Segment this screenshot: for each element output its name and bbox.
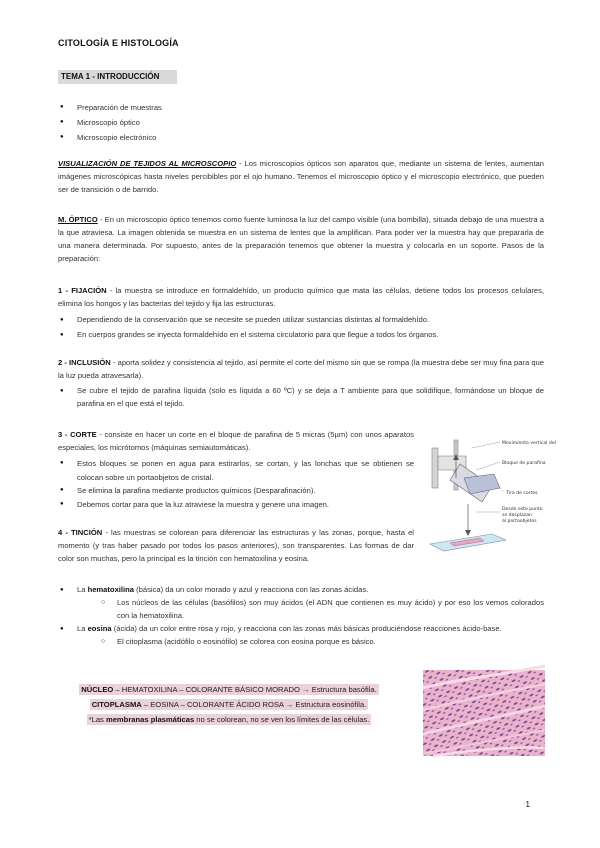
- paragraph-inclusion: 2 - INCLUSIÓN - aporta solidez y consistencia al tejido, así permite el corte del mismo sin que se rompa (la muestra debe ser muy fina para que la luz pueda atravesarla).: [58, 358, 544, 380]
- heading-m-optico: M. ÓPTICO: [58, 215, 98, 224]
- summary-line-membranas: *Las membranas plasmáticas no se colorean, no se ven los límites de las células.: [88, 715, 370, 724]
- term-hematoxilina: hematoxilina: [87, 585, 134, 594]
- microtome-diagram: [420, 434, 556, 556]
- list-item: ● Debemos cortar para que la luz atraviese la muestra y genere una imagen.: [58, 498, 414, 512]
- tincion-bullets: [58, 584, 544, 649]
- diagram-label: se desplazan: [502, 513, 532, 518]
- term-eosina: eosina: [87, 623, 112, 633]
- list-item: ● Preparación de muestras: [58, 100, 358, 115]
- paragraph-tincion: 4 - TINCIÓN - las muestras se colorean para diferenciar las estructuras y las zonas, porque, hasta el momento (y tras haber pasado por todos los pasos anteriores), son transparentes. Las formas de dar color son muchas, pero la principal es la tinción con hematoxilina y eosina.: [58, 528, 414, 563]
- paragraph-fijacion: 1 - FIJACIÓN - la muestra se introduce en formaldehído, un producto químico que mata las células, detiene todos los procesos celulares, elimina los hongos y las bacterias del tejido y fija las estructuras.: [58, 286, 544, 308]
- heading-corte: 3 - CORTE: [58, 430, 97, 439]
- list-item-eosina: ● La eosina (ácida) da un color entre rosa y rojo, y reacciona con las zonas más básicas produciéndose reacciones ácido-base. ○ El citoplasma (acidófilo o eosinófilo) se colorea con eosina porque es básico.: [58, 623, 544, 649]
- list-item: ● Microscopio electrónico: [58, 130, 358, 145]
- diagram-label: Desde este punto: [502, 507, 543, 512]
- list-item: ○ El citoplasma (acidófilo o eosinófilo) se colorea con eosina porque es básico.: [99, 636, 544, 649]
- document-title: CITOLOGÍA E HISTOLOGÍA: [58, 38, 179, 48]
- inclusion-bullets: [58, 385, 544, 411]
- heading-fijacion: 1 - FIJACIÓN: [58, 286, 107, 295]
- summary-line-citoplasma: CITOPLASMA – EOSINA – COLORANTE ÁCIDO ROSA → Estructura eosinófila.: [91, 700, 367, 709]
- corte-bullets: [58, 457, 414, 511]
- diagram-label: al portaobjetos: [502, 519, 537, 524]
- summary-line-nucleo: NÚCLEO – HEMATOXILINA – COLORANTE BÁSICO MORADO → Estructura basófila.: [81, 685, 377, 694]
- heading-inclusion: 2 - INCLUSIÓN: [58, 358, 111, 367]
- heading-visualizacion: VISUALIZACIÓN DE TEJIDOS AL MICROSCOPIO: [58, 159, 237, 168]
- list-item: ○ Los núcleos de las células (basófilos) son muy ácidos (el ADN que contienen es muy ácido) y por eso los vemos colorados con la hematoxilina.: [99, 597, 544, 623]
- diagram-label: Tira de cortes: [506, 491, 538, 496]
- list-item: ● En cuerpos grandes se inyecta formaldehído en el sistema circulatorio para que llegue a todos los órganos.: [58, 328, 544, 343]
- eosina-subitems: [77, 636, 544, 649]
- paragraph-m-optico: M. ÓPTICO - En un microscopio óptico tenemos como fuente luminosa la luz del campo visible (una bombilla), situada debajo de una muestra a la que atraviesa. La imagen obtenida se muestra en un sistema de lentes que la amplifican. Para poder ver la muestra hay que prepararla de una manera determinada. Por supuesto, antes de la preparación tenemos que obtener la muestra y colocarla en un soporte. Pasos de la preparación:: [58, 215, 545, 263]
- list-item: ● Se cubre el tejido de parafina líquida (solo es líquida a 60 ºC) y se deja a T ambiente para que solidifique, formándose un bloque de parafina en el que está el tejido.: [58, 385, 544, 411]
- section-heading-tema-1: TEMA 1 - INTRODUCCIÓN: [58, 70, 177, 84]
- intro-bullet-list: [58, 100, 358, 146]
- list-item: ● Se elimina la parafina mediante productos químicos (Desparafinación).: [58, 484, 414, 498]
- list-item: ● Microscopio óptico: [58, 115, 358, 130]
- hematoxilina-subitems: [77, 597, 544, 623]
- paragraph-visualizacion: VISUALIZACIÓN DE TEJIDOS AL MICROSCOPIO - Los microscopios ópticos son aparatos que, mediante un sistema de lentes, aumentan imágenes microscópicas hasta niveles percibibles por el ojo humano. Tenemos el microscopio óptico y el microscopio electrónico, que pueden ser de transición o de barrido.: [58, 159, 545, 194]
- list-item: ● Estos bloques se ponen en agua para estirarlos, se cortan, y las lonchas que se obtienen se colocan sobre un portaobjetos de cristal.: [58, 457, 414, 484]
- paragraph-corte: 3 - CORTE - consiste en hacer un corte en el bloque de parafina de 5 micras (5µm) con unos aparatos especiales, los micrótomos (máquinas semiautomáticas).: [58, 430, 414, 452]
- list-item: ● Dependiendo de la conservación que se necesite se pueden utilizar sustancias distintas al formaldehído.: [58, 313, 544, 328]
- staining-summary-box: [56, 682, 402, 727]
- diagram-label: Bloque de parafina: [502, 461, 546, 466]
- microtome-post: [432, 448, 438, 488]
- fijacion-bullets: [58, 313, 544, 342]
- heading-tincion: 4 - TINCIÓN: [58, 528, 103, 537]
- he-stained-tissue-micrograph: [423, 670, 545, 756]
- diagram-label: Movimiento vertical del: [502, 441, 556, 446]
- list-item-hematoxilina: ● La hematoxilina (básica) da un color morado y azul y reacciona con las zonas ácidas. ○ Los núcleos de las células (basófilos) son muy ácidos (el ADN que contienen es muy ácido) y por eso los vemos colorados con la hematoxilina.: [58, 584, 544, 623]
- page-number: 1: [525, 800, 530, 809]
